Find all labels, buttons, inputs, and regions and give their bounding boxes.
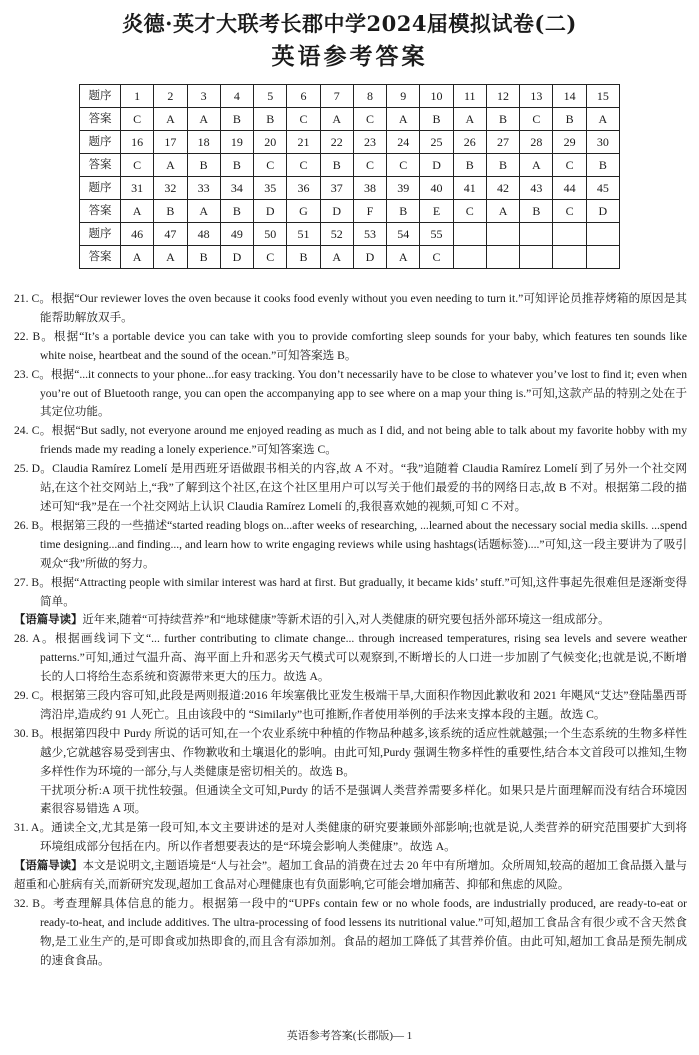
question-number: 3	[187, 85, 220, 108]
row-header: 题序	[80, 85, 121, 108]
answer-cell	[453, 246, 486, 269]
row-header: 答案	[80, 108, 121, 131]
answer-cell: C	[121, 154, 154, 177]
answer-cell: A	[586, 108, 619, 131]
question-row	[80, 131, 620, 154]
question-row	[80, 223, 620, 246]
answer-cell: D	[220, 246, 253, 269]
explanation-q27: 27. B。根据“Attracting people with similar interest was hard at first. But gradually, it became kids’ stuff.”可知,这件事起先很难但是逐渐变得简单。	[14, 575, 687, 608]
row-header: 题序	[80, 131, 121, 154]
question-number: 49	[220, 223, 253, 246]
question-number: 2	[154, 85, 187, 108]
answer-row	[80, 108, 620, 131]
question-number	[520, 223, 553, 246]
answer-cell: B	[220, 108, 253, 131]
question-number: 39	[387, 177, 420, 200]
question-number: 48	[187, 223, 220, 246]
question-number: 20	[254, 131, 287, 154]
question-number: 12	[486, 85, 519, 108]
answer-cell: A	[121, 200, 154, 223]
question-row	[80, 85, 620, 108]
question-number: 25	[420, 131, 453, 154]
explanation-q23: 23. C。根据“...it connects to your phone...for easy tracking. You don’t necessarily have to be close to whatever you’ve lost to find it; even when you’re out of Bluetooth range, you can open the accompanying app to see where on a map your thing is.”可知,这款产品的特别之处在于其定位功能。	[14, 367, 687, 419]
answer-cell: G	[287, 200, 320, 223]
answer-cell: C	[287, 154, 320, 177]
question-number: 42	[486, 177, 519, 200]
answer-cell: A	[121, 246, 154, 269]
answer-cell: C	[254, 154, 287, 177]
question-number: 44	[553, 177, 586, 200]
answer-cell: A	[154, 108, 187, 131]
answer-cell: C	[553, 200, 586, 223]
question-number: 47	[154, 223, 187, 246]
passage-guide-text: 近年来,随着“可持续营养”和“地球健康”等新术语的引入,对人类健康的研究要包括外部环境这一组成部分。	[82, 614, 610, 627]
answer-cell: C	[453, 200, 486, 223]
question-number: 41	[453, 177, 486, 200]
answer-cell: E	[420, 200, 453, 223]
explanation-q21: 21. C。根据“Our reviewer loves the oven because it cooks food evenly without you even needing to turn it.”可知评论员推荐烤箱的原因是其能帮助解放双手。	[14, 292, 687, 324]
question-number: 53	[353, 223, 386, 246]
answer-row	[80, 246, 620, 269]
answer-cell: D	[586, 200, 619, 223]
answer-cell	[520, 246, 553, 269]
answer-table	[79, 84, 620, 269]
answer-cell: A	[387, 246, 420, 269]
question-number	[586, 223, 619, 246]
question-number: 24	[387, 131, 420, 154]
answer-cell: A	[154, 154, 187, 177]
question-number: 9	[387, 85, 420, 108]
answer-cell: C	[420, 246, 453, 269]
answer-row	[80, 200, 620, 223]
question-number: 43	[520, 177, 553, 200]
question-number: 18	[187, 131, 220, 154]
question-number	[453, 223, 486, 246]
answer-cell: B	[320, 154, 353, 177]
question-number: 19	[220, 131, 253, 154]
passage-guide-label: 【语篇导读】	[14, 860, 83, 873]
question-number: 37	[320, 177, 353, 200]
question-number: 5	[254, 85, 287, 108]
explanation-q24: 24. C。根据“But sadly, not everyone around me enjoyed reading as much as I did, and not being able to talk about my favorite hobby with my friends made my reading a lonely experience.”可知答案选 C。	[14, 424, 687, 457]
answer-cell: B	[486, 108, 519, 131]
page-footer: 英语参考答案(长郡版)— 1	[286, 1030, 413, 1042]
question-number: 6	[287, 85, 320, 108]
row-header: 答案	[80, 200, 121, 223]
question-number: 40	[420, 177, 453, 200]
answer-cell: C	[387, 154, 420, 177]
answer-cell: A	[320, 246, 353, 269]
answer-cell	[486, 246, 519, 269]
answer-cell: B	[520, 200, 553, 223]
question-number: 29	[553, 131, 586, 154]
question-number: 36	[287, 177, 320, 200]
question-number	[486, 223, 519, 246]
passage-guide-label: 【语篇导读】	[14, 614, 83, 627]
explanation-q30: 30. B。根据第四段中 Purdy 所说的话可知,在一个农业系统中种植的作物品种越多,该系统的适应性就越强;一个生态系统的生物多样性越少,它就越容易受到害虫、作物歉收和土壤退化的影响。由此可知,Purdy 强调生物多样性的重要性,结合本文首段可以推知,生物多样性作为环境的一部分,与人类健康是密切相关的。故选 B。	[14, 726, 687, 778]
answer-cell: B	[486, 154, 519, 177]
answer-cell: A	[453, 108, 486, 131]
passage-guide-c	[14, 611, 687, 630]
answer-cell: C	[553, 154, 586, 177]
answer-cell: B	[220, 154, 253, 177]
question-number: 50	[254, 223, 287, 246]
explanation-q28: 28. A。根据画线词下文“... further contributing to climate change... through increased temperatures, rising sea levels and severe weather patterns.”可知,通过气温升高、海平面上升和恶劣天气模式可以观察到,不断增长的人口进一步加剧了气候变化;也就是说,不断增长的人口将给生态系统和资源带来更大的压力。故选 A。	[14, 632, 687, 684]
answer-cell: A	[387, 108, 420, 131]
exam-title: 炎德·英才大联考长郡中学2024届模拟试卷(二)	[122, 11, 577, 36]
question-number: 8	[353, 85, 386, 108]
question-number: 28	[520, 131, 553, 154]
passage-guide-d	[14, 857, 687, 895]
question-number: 54	[387, 223, 420, 246]
distractor-analysis-q30: 干扰项分析:A 项干扰性较强。但通读全文可知,Purdy 的话不是强调人类营养需要多样化。如果只是片面理解而没有结合环境因素很容易错选 A 项。	[40, 783, 687, 816]
answer-cell: B	[420, 108, 453, 131]
question-number	[553, 223, 586, 246]
answer-cell: B	[187, 246, 220, 269]
answer-cell: F	[353, 200, 386, 223]
question-number: 16	[121, 131, 154, 154]
explanation-q26: 26. B。根据第三段的一些描述“started reading blogs on...after weeks of researching, ...learned about the necessary social media skills. ...spend time designing...and finding..., and learn how to write engaging reviews while using hashtags(话题标签)....”可知,这一段主要讲为了吸引观众“我”所做的努力。	[14, 518, 687, 570]
answer-cell: B	[453, 154, 486, 177]
row-header: 题序	[80, 223, 121, 246]
answer-cell	[553, 246, 586, 269]
question-number: 32	[154, 177, 187, 200]
answer-cell: A	[486, 200, 519, 223]
question-number: 55	[420, 223, 453, 246]
explanation-q22: 22. B。根据“It’s a portable device you can take with you to provide comforting sleep sounds for your baby, which features ten sounds like white noise, heartbeat and the sound of the ocean.”可知答案选 B。	[14, 329, 687, 362]
row-header: 题序	[80, 177, 121, 200]
question-number: 27	[486, 131, 519, 154]
answer-cell: C	[121, 108, 154, 131]
answer-cell: B	[154, 200, 187, 223]
row-header: 答案	[80, 154, 121, 177]
page-header	[0, 0, 699, 74]
question-number: 7	[320, 85, 353, 108]
question-number: 13	[520, 85, 553, 108]
question-number: 23	[353, 131, 386, 154]
passage-guide-text: 本文是说明文,主题语境是“人与社会”。超加工食品的消费在过去 20 年中有所增加。众所周知,较高的超加工食品摄入量与超重和心脏病有关,而新研究发现,超加工食品对心理健康也有负面影响,它可能会增加痛苦、抑郁和焦虑的风险。	[14, 860, 687, 892]
question-number: 15	[586, 85, 619, 108]
answer-row	[80, 154, 620, 177]
answer-cell: B	[586, 154, 619, 177]
answer-cell: C	[353, 108, 386, 131]
question-number: 1	[121, 85, 154, 108]
question-number: 14	[553, 85, 586, 108]
question-number: 34	[220, 177, 253, 200]
question-number: 11	[453, 85, 486, 108]
question-number: 51	[287, 223, 320, 246]
answer-cell: C	[353, 154, 386, 177]
answer-cell: A	[154, 246, 187, 269]
answer-cell: B	[254, 108, 287, 131]
answer-cell: D	[420, 154, 453, 177]
answer-cell: A	[320, 108, 353, 131]
answer-cell: B	[387, 200, 420, 223]
answer-cell: C	[520, 108, 553, 131]
question-number: 46	[121, 223, 154, 246]
question-number: 45	[586, 177, 619, 200]
explanation-q25: 25. D。Claudia Ramírez Lomelí 是用西班牙语做跟书相关的内容,故 A 不对。“我”追随着 Claudia Ramírez Lomelí 到了另外一个社交网站,在这个社交网站上,“我”了解到这个社区,在这个社区里用户可以写关于他们最爱的书的网络日志,故 B 不对。根据第二段的描述可知“我”是在一个社交网站上认识 Claudia Ramírez Lomelí 的,我很喜欢她的视频,可知 C 不对。	[14, 462, 687, 513]
question-number: 17	[154, 131, 187, 154]
explanation-q31: 31. A。通读全文,尤其是第一段可知,本文主要讲述的是对人类健康的研究要兼顾外部影响;也就是说,人类营养的研究范围要扩大到将环境组成部分包括在内。所以作者想要表达的是“环境会影响人类健康”。故选 A。	[14, 821, 687, 854]
question-number: 4	[220, 85, 253, 108]
answer-cell: B	[553, 108, 586, 131]
explanation-q32: 32. B。考查理解具体信息的能力。根据第一段中的“UPFs contain few or no whole foods, are industrially produced, are ready-to-eat or ready-to-heat, and include additives. The ultra-processing of food lessens its nutritional value.”可知,超加工食品含有很少或不含天然食物,是工业生产的,是可即食或加热即食的,而且含有添加剂。食品的超加工降低了其营养价值。由此可知,超加工食品是预先制成的速食食品。	[14, 897, 687, 967]
answer-cell: D	[353, 246, 386, 269]
answer-cell: C	[254, 246, 287, 269]
question-number: 26	[453, 131, 486, 154]
question-number: 38	[353, 177, 386, 200]
explanation-q29: 29. C。根据第三段内容可知,此段是两则报道:2016 年埃塞俄比亚发生极端干旱,大面积作物因此歉收和 2021 年飓风“艾达”登陆墨西哥湾沿岸,造成约 91 人死亡。且由该段中的 “Similarly”也可推断,作者使用举例的手法来支撑本段的主题。故选 C。	[14, 689, 687, 721]
answer-cell: B	[220, 200, 253, 223]
question-number: 31	[121, 177, 154, 200]
answer-cell: D	[320, 200, 353, 223]
answer-cell: A	[187, 108, 220, 131]
question-number: 33	[187, 177, 220, 200]
answer-cell	[586, 246, 619, 269]
question-number: 21	[287, 131, 320, 154]
question-row	[80, 177, 620, 200]
answer-cell: A	[187, 200, 220, 223]
row-header: 答案	[80, 246, 121, 269]
question-number: 30	[586, 131, 619, 154]
answer-cell: B	[187, 154, 220, 177]
answer-cell: A	[520, 154, 553, 177]
answer-cell: D	[254, 200, 287, 223]
answer-cell: B	[287, 246, 320, 269]
question-number: 52	[320, 223, 353, 246]
explanations	[14, 290, 687, 971]
answer-key-title: 英语参考答案	[271, 43, 428, 70]
question-number: 22	[320, 131, 353, 154]
answer-cell: C	[287, 108, 320, 131]
question-number: 35	[254, 177, 287, 200]
question-number: 10	[420, 85, 453, 108]
